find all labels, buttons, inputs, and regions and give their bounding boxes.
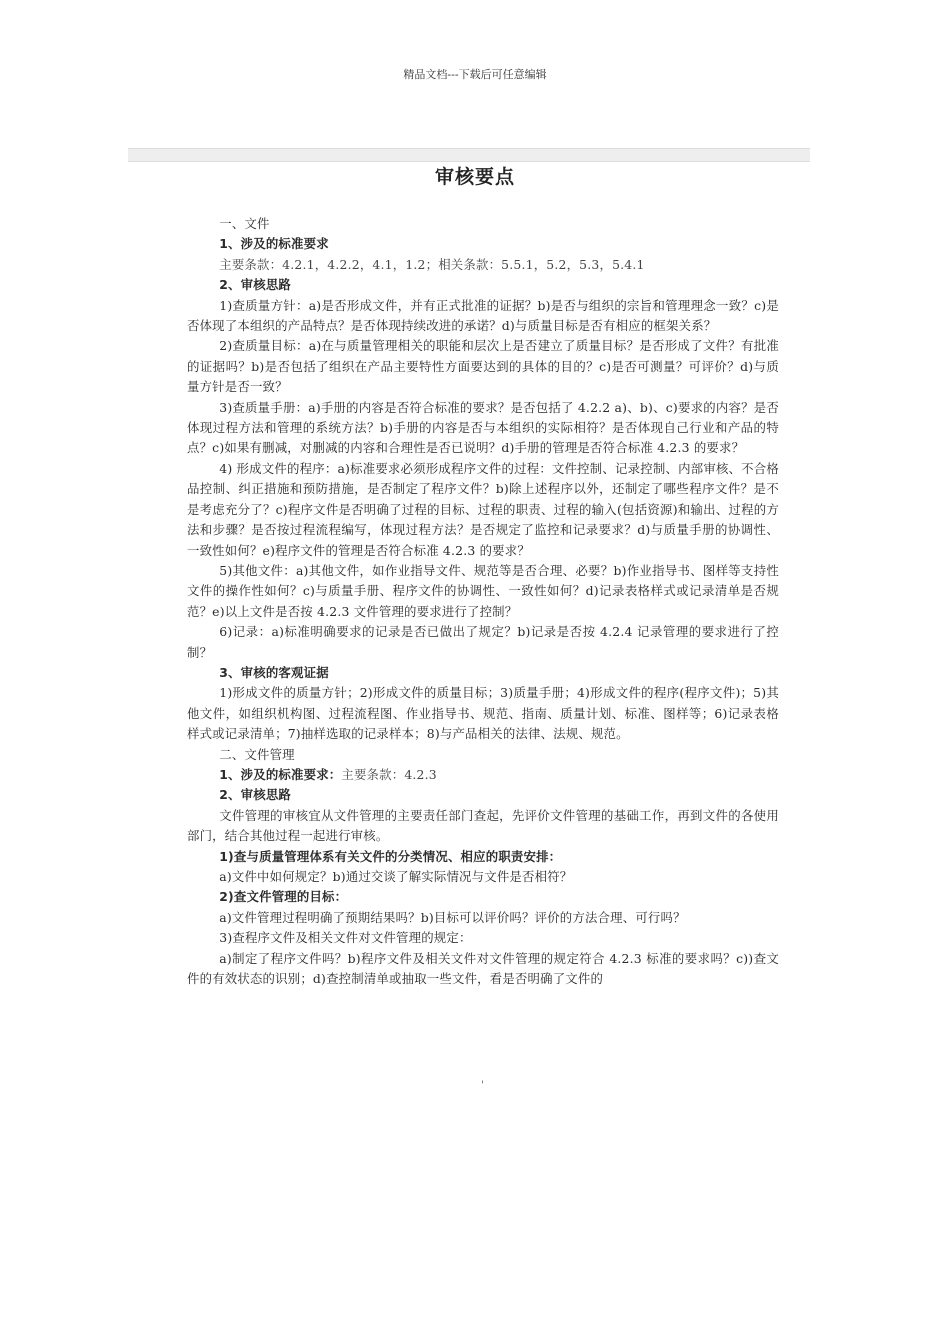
bold-item-classification: 1)查与质量管理体系有关文件的分类情况、相应的职责安排： <box>219 848 562 864</box>
title-bar <box>128 148 810 162</box>
section-heading-document-control: 二、文件管理 <box>219 746 295 762</box>
paragraph-evidence-list: 1)形成文件的质量方针；2)形成文件的质量目标；3)质量手册；4)形成文件的程序(程序文件)；5)其他文件，如组织机构图、过程流程图、作业指导书、规范、指南、质量计划、标准、图样等；6)记录表格样式或记录清单；7)抽样选取的记录样本；8)与产品相关的法律、法规、规范。 <box>187 685 779 742</box>
paragraph-objectives-check: a)文件管理过程明确了预期结果吗？b)目标可以评价吗？评价的方法合理、可行吗？ <box>219 909 686 925</box>
paragraph-procedure-check-heading: 3)查程序文件及相关文件对文件管理的规定： <box>219 930 472 946</box>
paragraph-documented-procedures: 4) 形成文件的程序：a)标准要求必须形成程序文件的过程：文件控制、记录控制、内部审核、不合格品控制、纠正措施和预防措施，是否制定了程序文件？b)除上述程序以外，还制定了哪些程序文件？是不是考虑充分了？c)程序文件是否明确了过程的目标、过程的职责、过程的输入(包括资源)和输出、过程的方法和步骤？是否按过程流程编写，体现过程方法？是否规定了监控和记录要求？d)与质量手册的协调性、一致性如何？e)程序文件的管理是否符合标准 4.2.3 的要求？ <box>187 460 779 558</box>
section-heading-documents: 一、文件 <box>219 216 270 231</box>
paragraph-other-documents: 5)其他文件：a)其他文件，如作业指导文件、规范等是否合理、必要？b)作业指导书、图样等支持性文件的操作性如何？c)与质量手册、程序文件的协调性、一致性如何？d)记录表格样式或记录清单是否规范？e)以上文件是否按 4.2.3 文件管理的要求进行了控制？ <box>187 562 779 619</box>
subheading-audit-approach-2: 2、审核思路 <box>219 787 292 803</box>
subheading-audit-approach: 2、审核思路 <box>219 277 292 293</box>
subheading-standard-requirements-2 <box>187 765 779 785</box>
page-title: 审核要点 <box>434 166 515 188</box>
clauses-text: 主要条款：4.2.1，4.2.2，4.1，1.2；相关条款：5.5.1，5.2，5.3，5.4.1 <box>219 256 645 272</box>
bold-item-objectives: 2)查文件管理的目标： <box>219 889 348 905</box>
paragraph-document-control-intro: 文件管理的审核宜从文件管理的主要责任部门查起，先评价文件管理的基础工作，再到文件的各使用部门，结合其他过程一起进行审核。 <box>187 807 779 844</box>
clause-value: 主要条款：4.2.3 <box>341 766 437 782</box>
subheading-label: 1、涉及的标准要求： <box>219 766 342 782</box>
paragraph-records: 6)记录：a)标准明确要求的记录是否已做出了规定？b)记录是否按 4.2.4 记录管理的要求进行了控制？ <box>187 624 779 660</box>
subheading-standard-requirements: 1、涉及的标准要求 <box>219 236 329 252</box>
paragraph-quality-objectives: 2)查质量目标：a)在与质量管理相关的职能和层次上是否建立了质量目标？是否形成了文件？有批准的证据吗？b)是否包括了组织在产品主要特性方面要达到的具体的目的？c)是否可测量？可评价？d)与质量方针是否一致？ <box>187 338 779 395</box>
subheading-objective-evidence: 3、审核的客观证据 <box>219 664 329 680</box>
header-note: 精品文档---下载后可任意编辑 <box>403 68 547 81</box>
paragraph-quality-manual: 3)查质量手册：a)手册的内容是否符合标准的要求？是否包括了 4.2.2 a)、b)、c)要求的内容？是否体现过程方法和管理的系统方法？b)手册的内容是否与本组织的实际相符？是否体现自己行业和产品的特点？c)如果有删减，对删减的内容和合理性是否已说明？d)手册的管理是否符合标准 4.2.3 的要求？ <box>187 399 779 456</box>
footer-mark: ' <box>481 1080 484 1091</box>
paragraph-quality-policy: 1)查质量方针：a)是否形成文件，并有正式批准的证据？b)是否与组织的宗旨和管理理念一致？c)是否体现了本组织的产品特点？是否体现持续改进的承诺？d)与质量目标是否有相应的框架关系？ <box>187 297 779 334</box>
document-body <box>187 214 779 989</box>
paragraph-classification-check: a)文件中如何规定？b)通过交谈了解实际情况与文件是否相符？ <box>219 869 573 884</box>
paragraph-procedure-check: a)制定了程序文件吗？b)程序文件及相关文件对文件管理的规定符合 4.2.3 标准的要求吗？c))查文件的有效状态的识别；d)查控制清单或抽取一些文件，看是否明确了文件的 <box>187 950 779 987</box>
